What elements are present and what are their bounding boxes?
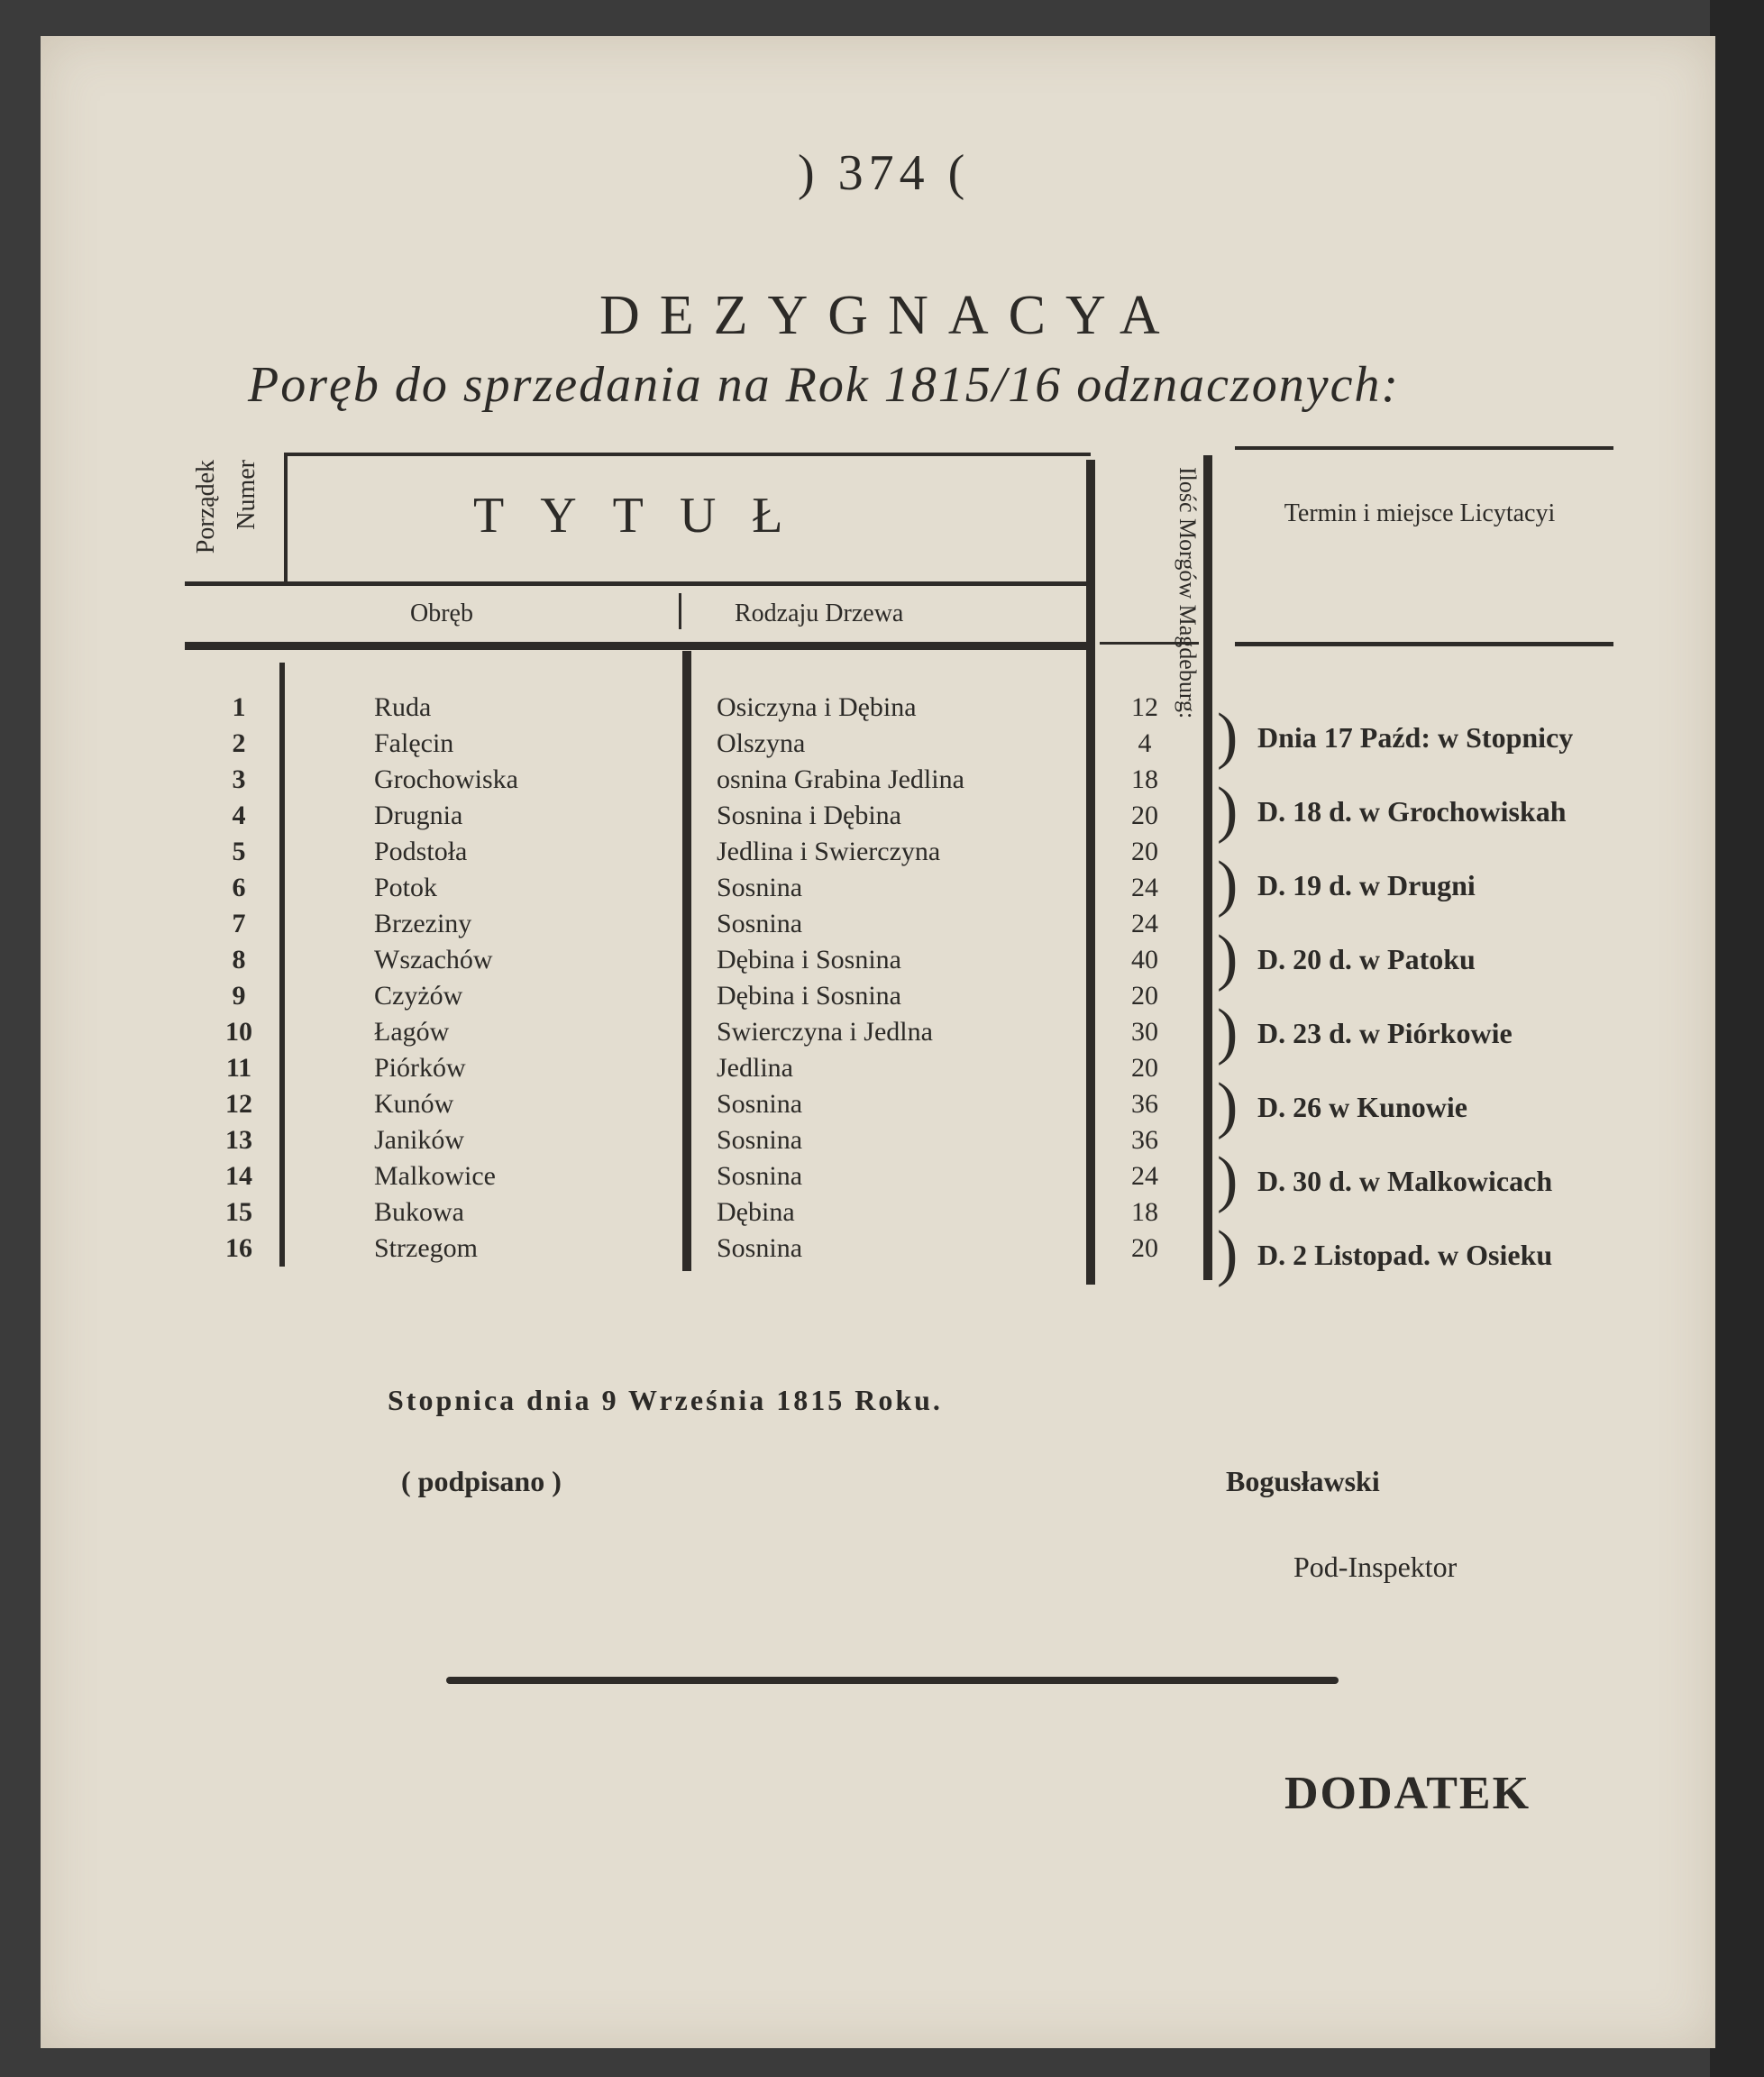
term-entry: Dnia 17 Paźd: w Stopnicy — [1257, 721, 1574, 754]
row-drzewo: Swierczyna i Jedlna — [717, 1017, 933, 1047]
row-obreb: Janików — [374, 1125, 464, 1155]
row-number: 9 — [232, 981, 246, 1011]
row-drzewo: Olszyna — [717, 728, 806, 758]
term-entry: D. 19 d. w Drugni — [1257, 869, 1476, 901]
row-number: 14 — [225, 1161, 252, 1191]
row-morgi: 20 — [1131, 1233, 1158, 1263]
row-number: 7 — [232, 909, 246, 938]
header-bottom-rule-right — [1235, 642, 1613, 646]
row-morgi: 12 — [1131, 692, 1158, 722]
header-obreb: Obręb — [410, 599, 473, 627]
row-obreb: Łagów — [374, 1017, 450, 1047]
header-rodzaj: Rodzaju Drzewa — [735, 599, 904, 627]
row-morgi: 18 — [1131, 764, 1158, 794]
row-morgi: 40 — [1131, 945, 1158, 974]
header-top-rule — [284, 453, 1091, 456]
bracket-icon: ) — [1217, 849, 1238, 919]
header-tytul: TYTUŁ — [473, 488, 819, 544]
row-morgi: 20 — [1131, 837, 1158, 866]
row-morgi: 20 — [1131, 801, 1158, 830]
row-drzewo: Sosnina — [717, 873, 803, 902]
row-obreb: Grochowiska — [374, 764, 518, 794]
header-morgi: Ilość Morgów Magdeburg: — [1174, 467, 1201, 719]
header-termin: Termin i miejsce Licytacyi — [1284, 499, 1556, 527]
term-entry: D. 18 d. w Grochowiskah — [1257, 795, 1567, 828]
row-number: 5 — [232, 837, 246, 866]
signatory-role: Pod-Inspektor — [1293, 1551, 1458, 1583]
row-drzewo: Dębina i Sosnina — [717, 945, 901, 974]
row-obreb: Malkowice — [374, 1161, 496, 1191]
bracket-icon: ) — [1217, 701, 1238, 771]
page-number: ) 374 ( — [798, 145, 971, 201]
rule-header-divider — [679, 593, 681, 629]
row-number: 8 — [232, 945, 246, 974]
row-number: 10 — [225, 1017, 252, 1047]
row-obreb: Ruda — [374, 692, 432, 722]
row-number: 2 — [232, 728, 246, 758]
row-drzewo: Osiczyna i Dębina — [717, 692, 917, 722]
row-morgi: 4 — [1138, 728, 1152, 758]
row-obreb: Czyżów — [374, 981, 463, 1011]
bracket-icon: ) — [1217, 1145, 1238, 1214]
row-obreb: Kunów — [374, 1089, 454, 1119]
row-number: 16 — [225, 1233, 252, 1263]
row-number: 3 — [232, 764, 246, 794]
row-morgi: 24 — [1131, 909, 1158, 938]
row-obreb: Falęcin — [374, 728, 454, 758]
document-subtitle: Poręb do sprzedania na Rok 1815/16 odznaczonych: — [248, 357, 1401, 413]
term-entry: D. 2 Listopad. w Osieku — [1257, 1239, 1553, 1271]
row-obreb: Drugnia — [374, 801, 463, 830]
ornamental-rule — [446, 1677, 1339, 1684]
place-date: Stopnica dnia 9 Września 1815 Roku. — [388, 1384, 943, 1416]
rule-before-morgi — [1086, 460, 1095, 1285]
rule-after-numer — [284, 455, 288, 581]
row-obreb: Bukowa — [374, 1197, 464, 1227]
rule-between-obreb-drzewo — [682, 651, 691, 1271]
header-mid-rule — [185, 581, 1091, 586]
row-drzewo: Dębina i Sosnina — [717, 981, 901, 1011]
row-morgi: 36 — [1131, 1125, 1158, 1155]
header-numer: Numer — [233, 460, 260, 530]
bracket-icon: ) — [1217, 1071, 1238, 1140]
row-drzewo: Sosnina — [717, 1125, 803, 1155]
row-morgi: 24 — [1131, 1161, 1158, 1191]
signatory-name: Bogusławski — [1226, 1465, 1380, 1497]
book-spine — [1710, 0, 1764, 2077]
row-morgi: 30 — [1131, 1017, 1158, 1047]
term-entry: D. 23 d. w Piórkowie — [1257, 1017, 1513, 1049]
row-morgi: 18 — [1131, 1197, 1158, 1227]
signed-note: ( podpisano ) — [401, 1465, 562, 1497]
row-drzewo: Sosnina — [717, 1089, 803, 1119]
row-morgi: 24 — [1131, 873, 1158, 902]
row-number: 13 — [225, 1125, 252, 1155]
row-morgi: 36 — [1131, 1089, 1158, 1119]
row-drzewo: Sosnina i Dębina — [717, 801, 901, 830]
document-title: DEZYGNACYA — [599, 285, 1180, 346]
row-number: 12 — [225, 1089, 252, 1119]
row-number: 4 — [232, 801, 246, 830]
row-morgi: 20 — [1131, 981, 1158, 1011]
row-number: 11 — [225, 1053, 252, 1083]
row-drzewo: Sosnina — [717, 1233, 803, 1263]
bracket-icon: ) — [1217, 997, 1238, 1066]
rule-left-body — [279, 663, 285, 1267]
dodatek-heading: DODATEK — [1284, 1768, 1531, 1819]
row-drzewo: Sosnina — [717, 909, 803, 938]
header-porzadek: Porządek — [192, 460, 220, 554]
row-drzewo: Jedlina — [717, 1053, 793, 1083]
term-entry: D. 30 d. w Malkowicach — [1257, 1165, 1553, 1197]
row-obreb: Strzegom — [374, 1233, 478, 1263]
row-number: 6 — [232, 873, 246, 902]
term-entry: D. 26 w Kunowie — [1257, 1091, 1467, 1123]
row-obreb: Podstoła — [374, 837, 468, 866]
header-bottom-rule — [185, 642, 1091, 650]
row-drzewo: Sosnina — [717, 1161, 803, 1191]
row-obreb: Wszachów — [374, 945, 493, 974]
bracket-icon: ) — [1217, 1219, 1238, 1288]
row-drzewo: Dębina — [717, 1197, 795, 1227]
header-top-rule-right — [1235, 446, 1613, 450]
rule-before-termin — [1203, 455, 1212, 1280]
row-number: 1 — [232, 692, 246, 722]
row-obreb: Piórków — [374, 1053, 466, 1083]
row-number: 15 — [225, 1197, 252, 1227]
row-obreb: Potok — [374, 873, 438, 902]
row-drzewo: Jedlina i Swierczyna — [717, 837, 941, 866]
bracket-icon: ) — [1217, 775, 1238, 845]
term-entry: D. 20 d. w Patoku — [1257, 943, 1476, 975]
row-morgi: 20 — [1131, 1053, 1158, 1083]
row-drzewo: osnina Grabina Jedlina — [717, 764, 964, 794]
document-page — [41, 36, 1715, 2048]
bracket-icon: ) — [1217, 923, 1238, 993]
row-obreb: Brzeziny — [374, 909, 472, 938]
